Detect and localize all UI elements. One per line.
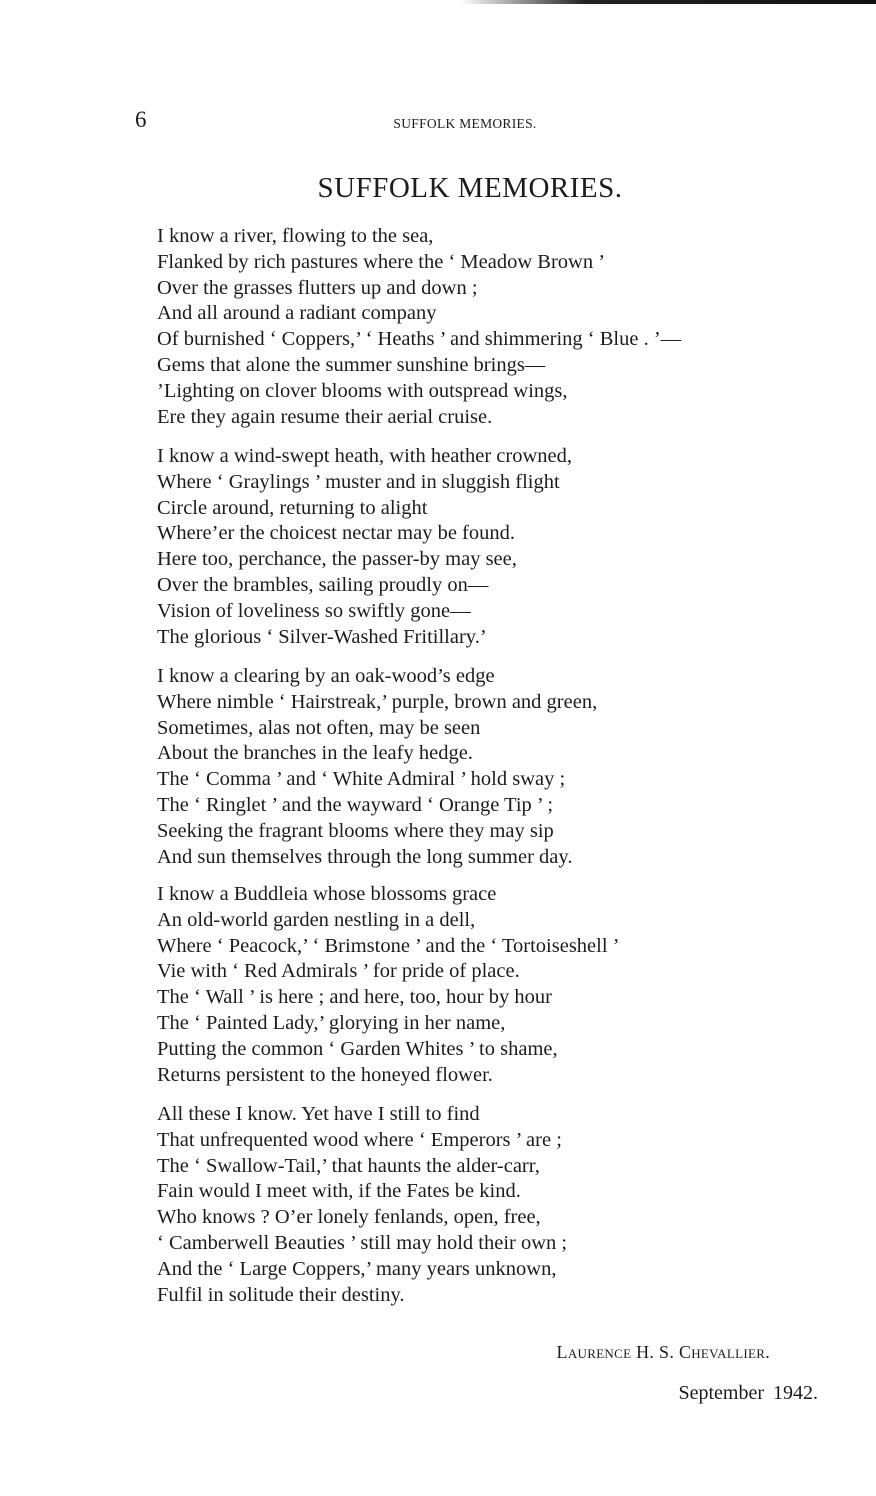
stanza-4	[157, 882, 620, 1088]
poem-date: September 1942.	[678, 1382, 818, 1404]
poem-line: Sometimes, alas not often, may be seen	[157, 716, 481, 739]
poem-line: Over the brambles, sailing proudly on—	[157, 573, 489, 596]
poem-line: The ‘ Comma ’ and ‘ White Admiral ’ hold sway ;	[157, 768, 566, 791]
poem-line: And all around a radiant company	[157, 302, 437, 325]
poem-line: Vie with ‘ Red Admirals ’ for pride of place.	[157, 960, 520, 983]
poem-line: Gems that alone the summer sunshine brings—	[157, 353, 546, 376]
poem-line: Fain would I meet with, if the Fates be kind.	[157, 1180, 521, 1203]
poem-line: I know a wind-swept heath, with heather crowned,	[157, 445, 572, 467]
poem-line: The glorious ‘ Silver-Washed Fritillary.’	[157, 625, 487, 648]
poem-line: Ere they again resume their aerial cruise.	[157, 405, 493, 428]
poem-line: I know a Buddleia whose blossoms grace	[157, 883, 497, 905]
poem-line: ‘ Camberwell Beauties ’ still may hold their own ;	[157, 1231, 568, 1254]
poem-line: Where ‘ Peacock,’ ‘ Brimstone ’ and the ‘ Tortoiseshell ’	[157, 934, 620, 957]
poem-line: I know a river, flowing to the sea,	[157, 225, 434, 247]
poem-line: That unfrequented wood where ‘ Emperors ’ are ;	[157, 1128, 562, 1151]
stanza-3	[157, 664, 597, 870]
poem-line: Seeking the fragrant blooms where they may sip	[157, 819, 554, 842]
running-head: SUFFOLK MEMORIES.	[393, 116, 537, 131]
poem-line: All these I know. Yet have I still to find	[157, 1103, 480, 1125]
page-edge-shadow	[460, 0, 876, 4]
poem-line: And sun themselves through the long summer day.	[157, 845, 573, 868]
poem-line: The ‘ Ringlet ’ and the wayward ‘ Orange Tip ’ ;	[157, 793, 554, 816]
poem-line: I know a clearing by an oak-wood’s edge	[157, 665, 495, 687]
poem-line: The ‘ Swallow-Tail,’ that haunts the alder-carr,	[157, 1154, 540, 1177]
poem-line: Returns persistent to the honeyed flower.	[157, 1063, 493, 1086]
poem-line: Of burnished ‘ Coppers,’ ‘ Heaths ’ and shimmering ‘ Blue . ’—	[157, 328, 682, 351]
stanza-1	[157, 224, 681, 430]
poem-line: Who knows ? O’er lonely fenlands, open, free,	[157, 1206, 541, 1229]
poem-line: Circle around, returning to alight	[157, 496, 428, 519]
poem-line: And the ‘ Large Coppers,’ many years unknown,	[157, 1257, 557, 1280]
poem-line: Over the grasses flutters up and down ;	[157, 276, 478, 299]
poem-line: About the branches in the leafy hedge.	[157, 742, 473, 765]
poem-line: ’Lighting on clover blooms with outspread wings,	[157, 379, 568, 402]
poem-line: Here too, perchance, the passer-by may see,	[157, 548, 517, 571]
poem-line: Putting the common ‘ Garden Whites ’ to shame,	[157, 1037, 558, 1060]
poem-line: Where ‘ Graylings ’ muster and in sluggish flight	[157, 470, 560, 493]
stanza-5	[157, 1102, 567, 1308]
stanza-2	[157, 444, 572, 650]
poem-line: Vision of loveliness so swiftly gone—	[157, 599, 471, 622]
poem-line: An old-world garden nestling in a dell,	[157, 908, 476, 931]
poem-line: Where’er the choicest nectar may be found.	[157, 522, 515, 545]
poem-line: The ‘ Painted Lady,’ glorying in her name,	[157, 1011, 506, 1034]
author-signature: Laurence H. S. Chevallier.	[556, 1342, 770, 1362]
page-number: 6	[135, 107, 147, 132]
poem-line: Flanked by rich pastures where the ‘ Meadow Brown ’	[157, 250, 606, 273]
poem-line: The ‘ Wall ’ is here ; and here, too, hour by hour	[157, 986, 552, 1009]
poem-line: Where nimble ‘ Hairstreak,’ purple, brown and green,	[157, 690, 598, 713]
poem-line: Fulfil in solitude their destiny.	[157, 1283, 405, 1306]
poem-title: SUFFOLK MEMORIES.	[317, 172, 623, 204]
